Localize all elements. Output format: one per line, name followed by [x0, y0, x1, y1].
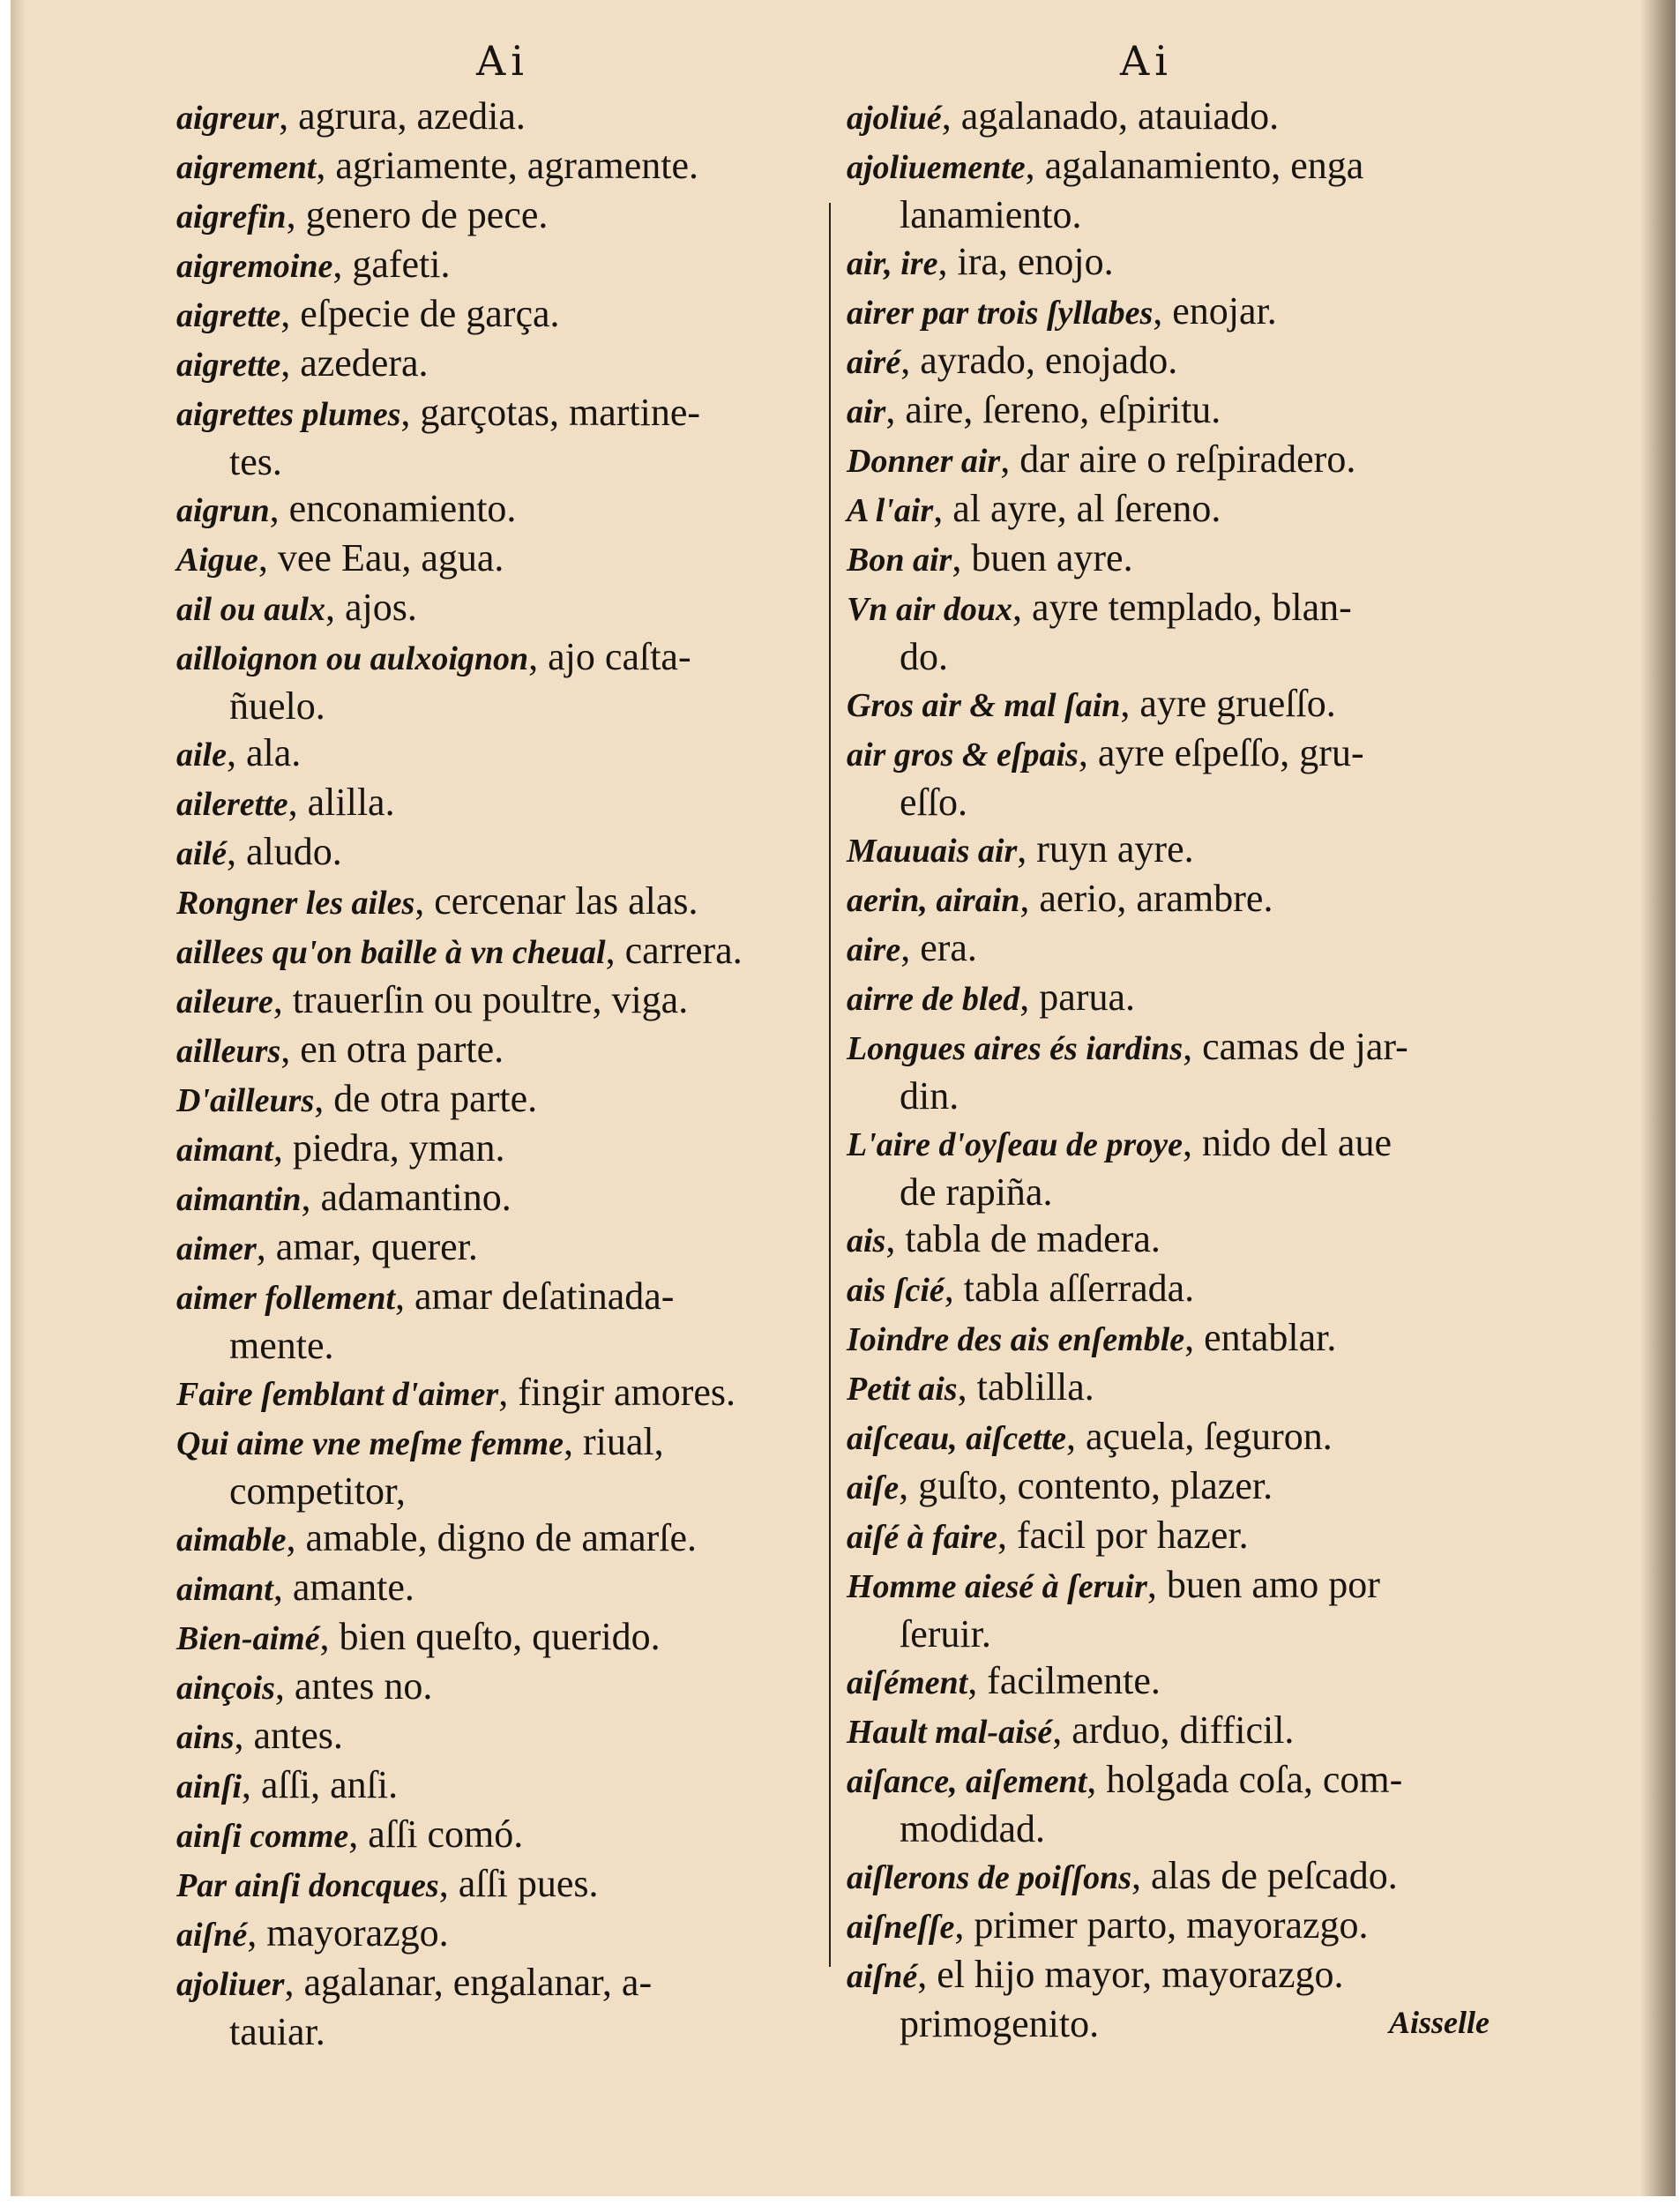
entry-continuation	[847, 1073, 1530, 1119]
spanish-gloss: , amante.	[273, 1566, 414, 1609]
spanish-gloss: , vee Eau, agua.	[258, 536, 504, 579]
french-headword: ail ou aulx	[176, 591, 325, 628]
french-headword: aiſément	[847, 1664, 968, 1701]
dictionary-entry	[176, 1761, 847, 1811]
dictionary-entry	[176, 1514, 847, 1564]
dictionary-entry	[847, 1265, 1530, 1314]
entry-continuation	[847, 191, 1530, 238]
dictionary-entry	[847, 485, 1530, 534]
dictionary-entry	[176, 633, 847, 683]
spanish-gloss: , aludo.	[226, 830, 342, 873]
spanish-gloss: din.	[900, 1074, 959, 1117]
spanish-gloss: do.	[900, 635, 948, 678]
french-headword: aiſe	[847, 1469, 900, 1506]
dictionary-entry	[847, 337, 1530, 386]
spanish-gloss: , enojar.	[1153, 289, 1277, 333]
french-headword: ajoliuer	[176, 1966, 285, 2003]
spanish-gloss: , amar deſatinada-	[395, 1274, 675, 1318]
french-headword: aimant	[176, 1571, 273, 1608]
dictionary-entry	[847, 1756, 1530, 1805]
page-edge-shadow-left	[11, 0, 26, 2196]
french-headword: aimer follement	[176, 1280, 396, 1317]
dictionary-entry	[847, 924, 1530, 974]
french-headword: aiſceau, aiſcette	[847, 1420, 1067, 1457]
dictionary-entry	[847, 288, 1530, 337]
french-headword: Rongner les ailes	[176, 885, 415, 922]
french-headword: Longues aires és iardins	[847, 1030, 1183, 1067]
dictionary-entry	[176, 241, 847, 290]
spanish-gloss: , ayre eſpeſſo, gru-	[1078, 731, 1364, 774]
french-headword: L'aire d'oyſeau de proye	[847, 1126, 1183, 1163]
french-headword: aimable	[176, 1521, 287, 1558]
spanish-gloss: tauiar.	[229, 2010, 325, 2053]
french-headword: aiſné	[847, 1958, 918, 1995]
dictionary-entry	[176, 1712, 847, 1761]
dictionary-entry	[176, 485, 847, 534]
french-headword: ailleurs	[176, 1033, 281, 1070]
spanish-gloss: , alilla.	[287, 781, 395, 824]
spanish-gloss: , mayorazgo.	[247, 1911, 449, 1955]
dictionary-entry	[176, 1369, 847, 1418]
french-headword: airé	[847, 344, 901, 381]
dictionary-entry	[176, 927, 847, 976]
dictionary-entry	[176, 1613, 847, 1663]
spanish-gloss: modidad.	[900, 1807, 1045, 1850]
dictionary-entry	[847, 1902, 1530, 1951]
spanish-gloss: , ajo caſta-	[528, 635, 691, 678]
french-headword: aimant	[176, 1132, 273, 1169]
running-header-right: Ai	[1120, 37, 1173, 85]
french-headword: Aigue	[176, 542, 258, 579]
spanish-gloss: , al ayre, al ſereno.	[933, 487, 1221, 530]
spanish-gloss: , aſſi, anſi.	[241, 1763, 399, 1806]
spanish-gloss: , piedra, yman.	[273, 1126, 505, 1170]
dictionary-entry	[847, 1707, 1530, 1756]
spanish-gloss: , holgada coſa, com-	[1086, 1758, 1403, 1801]
dictionary-entry	[176, 142, 847, 191]
french-headword: Qui aime vne meſme femme	[176, 1425, 564, 1462]
spanish-gloss: , garçotas, martine-	[400, 391, 701, 434]
dictionary-entry	[847, 1215, 1530, 1265]
french-headword: aiſlerons de poiſſons	[847, 1859, 1131, 1896]
dictionary-entry	[847, 93, 1530, 142]
spanish-gloss: competitor,	[229, 1469, 406, 1513]
spanish-gloss: , aſſi pues.	[438, 1862, 599, 1905]
dictionary-entry	[847, 1364, 1530, 1413]
dictionary-entry	[847, 1561, 1530, 1611]
spanish-gloss: , enconamiento.	[269, 487, 517, 530]
dictionary-entry	[847, 1951, 1530, 2000]
spanish-gloss: , aerio, arambre.	[1019, 877, 1273, 920]
spanish-gloss: , era.	[900, 926, 977, 969]
french-headword: Par ainſi doncques	[176, 1867, 439, 1904]
entry-continuation	[176, 1322, 847, 1369]
french-headword: Bien-aimé	[176, 1620, 320, 1657]
dictionary-entry	[176, 1075, 847, 1125]
spanish-gloss: , camas de jar-	[1183, 1025, 1408, 1068]
dictionary-entry	[176, 1811, 847, 1860]
french-headword: aiſné	[176, 1917, 248, 1954]
spanish-gloss: , aire, ſereno, eſpiritu.	[885, 388, 1221, 431]
spanish-gloss: , facilmente.	[967, 1659, 1161, 1702]
dictionary-entry	[176, 828, 847, 878]
dictionary-entry	[847, 680, 1530, 729]
french-headword: Hault mal-aisé	[847, 1714, 1053, 1751]
spanish-gloss: , amable, digno de amarſe.	[286, 1516, 698, 1559]
spanish-gloss: , en otra parte.	[280, 1028, 504, 1071]
dictionary-entry	[176, 1125, 847, 1174]
entry-continuation	[176, 438, 847, 485]
entry-continuation	[847, 1805, 1530, 1852]
dictionary-entry	[176, 1959, 847, 2008]
spanish-gloss: , agriamente, agramente.	[316, 144, 698, 187]
spanish-gloss: , de otra parte.	[314, 1077, 538, 1120]
dictionary-entry	[176, 584, 847, 633]
french-headword: aigrettes plumes	[176, 396, 401, 433]
spanish-gloss: tes.	[229, 440, 282, 483]
french-headword: air	[847, 393, 886, 430]
spanish-gloss: , alas de peſcado.	[1131, 1854, 1398, 1897]
french-headword: aigrette	[176, 347, 281, 384]
spanish-gloss: , tablilla.	[957, 1365, 1094, 1409]
entry-continuation	[847, 1611, 1530, 1657]
french-headword: ajoliué	[847, 100, 942, 137]
dictionary-entry	[176, 1910, 847, 1959]
french-headword: ais ſcié	[847, 1272, 945, 1309]
spanish-gloss: , ayrado, enojado.	[900, 339, 1178, 382]
french-headword: Bon air	[847, 542, 952, 579]
dictionary-entry	[847, 826, 1530, 875]
entry-continuation	[847, 633, 1530, 680]
spanish-gloss: , amar, querer.	[256, 1225, 478, 1268]
spanish-gloss: , guſto, contento, plazer.	[899, 1464, 1273, 1507]
dictionary-entry	[176, 878, 847, 927]
running-header-left: Ai	[476, 37, 529, 85]
entry-continuation	[176, 1468, 847, 1514]
dictionary-entry	[847, 238, 1530, 288]
dictionary-entry	[847, 1512, 1530, 1561]
entry-continuation	[176, 683, 847, 729]
spanish-gloss: , adamantino.	[301, 1176, 511, 1219]
french-headword: aigrement	[176, 149, 317, 186]
dictionary-entry	[176, 1564, 847, 1613]
dictionary-entry	[176, 976, 847, 1026]
spanish-gloss: , ruyn ayre.	[1017, 827, 1194, 871]
spanish-gloss: primogenito.	[900, 2002, 1100, 2045]
french-headword: aimantin	[176, 1181, 302, 1218]
french-headword: aiſneſſe	[847, 1909, 955, 1946]
french-headword: Homme aiesé à ſeruir	[847, 1568, 1147, 1605]
dictionary-entry	[847, 875, 1530, 924]
spanish-gloss: , eſpecie de garça.	[280, 292, 560, 335]
spanish-gloss: , ira, enojo.	[937, 240, 1114, 283]
spanish-gloss: , trauerſin ou poultre, viga.	[273, 978, 689, 1021]
dictionary-entry	[176, 290, 847, 340]
dictionary-entry	[847, 1314, 1530, 1364]
dictionary-entry	[176, 1418, 847, 1468]
spanish-gloss: , arduo, difficil.	[1052, 1708, 1295, 1752]
spanish-gloss: mente.	[229, 1324, 334, 1367]
spanish-gloss: , riual,	[564, 1420, 664, 1463]
spanish-gloss: , antes no.	[274, 1664, 433, 1708]
dictionary-entry	[176, 93, 847, 142]
dictionary-entry	[176, 1273, 847, 1322]
spanish-gloss: , dar aire o reſpiradero.	[1000, 437, 1356, 481]
french-headword: aerin, airain	[847, 882, 1020, 919]
spanish-gloss: eſſo.	[900, 781, 967, 824]
spanish-gloss: , cercenar las alas.	[414, 879, 698, 923]
dictionary-entry	[176, 1663, 847, 1712]
spanish-gloss: , genero de pece.	[286, 193, 549, 236]
dictionary-entry	[847, 436, 1530, 485]
dictionary-entry	[176, 389, 847, 438]
spanish-gloss: , açuela, ſeguron.	[1066, 1415, 1333, 1458]
dictionary-entry	[847, 1657, 1530, 1707]
spanish-gloss: , ayre templado, blan-	[1012, 586, 1352, 629]
spanish-gloss: ñuelo.	[229, 684, 325, 728]
dictionary-entry	[176, 1223, 847, 1273]
french-headword: ailé	[176, 835, 227, 872]
spanish-gloss: , buen ayre.	[952, 536, 1133, 579]
french-headword: A l'air	[847, 492, 934, 529]
french-headword: ajoliuemente	[847, 149, 1026, 186]
dictionary-entry	[847, 1462, 1530, 1512]
spanish-gloss: , nido del aue	[1182, 1121, 1392, 1164]
dictionary-entry	[847, 1119, 1530, 1169]
french-headword: ainſi	[176, 1768, 242, 1805]
french-headword: aimer	[176, 1230, 257, 1267]
spanish-gloss: , bien queſto, querido.	[319, 1615, 661, 1658]
french-headword: ailloignon ou aulxoignon	[176, 640, 529, 677]
spanish-gloss: , agalanar, engalanar, a-	[284, 1961, 653, 2004]
dictionary-entry	[176, 779, 847, 828]
spanish-gloss: , azedera.	[280, 341, 429, 385]
french-headword: D'ailleurs	[176, 1082, 315, 1119]
entry-continuation	[847, 1169, 1530, 1215]
french-headword: aigremoine	[176, 248, 333, 285]
dictionary-entry	[847, 1852, 1530, 1902]
french-headword: aiſance, aiſement	[847, 1763, 1087, 1800]
spanish-gloss: , fingir amores.	[498, 1371, 736, 1414]
dictionary-entry	[176, 1174, 847, 1223]
dictionary-entry	[176, 729, 847, 779]
french-headword: Ioindre des ais enſemble	[847, 1321, 1185, 1358]
french-headword: ais	[847, 1222, 886, 1259]
dictionary-entry	[176, 1860, 847, 1910]
french-headword: Gros air & mal ſain	[847, 687, 1121, 724]
spanish-gloss: , buen amo por	[1146, 1563, 1380, 1606]
dictionary-entry	[847, 534, 1530, 584]
page-gutter-shadow-right	[1640, 0, 1676, 2196]
dictionary-entry	[176, 1026, 847, 1075]
french-headword: air, ire	[847, 245, 938, 282]
left-column	[176, 93, 847, 2055]
french-headword: air gros & eſpais	[847, 736, 1079, 774]
dictionary-entry	[847, 974, 1530, 1023]
spanish-gloss: , agrura, azedia.	[279, 94, 526, 138]
spanish-gloss: , tabla aſſerrada.	[944, 1267, 1195, 1310]
dictionary-entry	[847, 584, 1530, 633]
french-headword: Donner air	[847, 443, 1001, 480]
french-headword: Mauuais air	[847, 833, 1018, 870]
spanish-gloss: de rapiña.	[900, 1170, 1053, 1214]
dictionary-entry	[176, 191, 847, 241]
right-column	[847, 93, 1530, 2047]
spanish-gloss: , parua.	[1019, 975, 1136, 1019]
spanish-gloss: , ala.	[226, 731, 302, 774]
french-headword: Petit ais	[847, 1371, 958, 1408]
french-headword: aire	[847, 931, 901, 968]
french-headword: ainſi comme	[176, 1818, 349, 1855]
french-headword: airer par trois ſyllabes	[847, 295, 1154, 332]
spanish-gloss: lanamiento.	[900, 193, 1082, 236]
spanish-gloss: , primer parto, mayorazgo.	[954, 1903, 1369, 1947]
spanish-gloss: , antes.	[234, 1714, 343, 1757]
dictionary-entry	[847, 142, 1530, 191]
dictionary-entry	[847, 1023, 1530, 1073]
spanish-gloss: , ajos.	[325, 586, 417, 629]
french-headword: aigrette	[176, 297, 281, 334]
french-headword: aiſé à faire	[847, 1519, 997, 1556]
french-headword: Faire ſemblant d'aimer	[176, 1376, 499, 1413]
french-headword: aile	[176, 736, 227, 774]
spanish-gloss: , aſſi comó.	[348, 1813, 524, 1856]
spanish-gloss: , agalanamiento, enga	[1025, 144, 1364, 187]
french-headword: ains	[176, 1719, 235, 1756]
dictionary-entry	[176, 340, 847, 389]
french-headword: aigrun	[176, 492, 270, 529]
french-headword: aileure	[176, 983, 273, 1020]
french-headword: Vn air doux	[847, 591, 1012, 628]
catchword: Aisselle	[1389, 2005, 1490, 2040]
dictionary-entry	[176, 534, 847, 584]
french-headword: ailerette	[176, 786, 288, 823]
french-headword: aillees qu'on baille à vn cheual	[176, 934, 606, 971]
entry-continuation	[176, 2008, 847, 2055]
dictionary-entry	[847, 729, 1530, 779]
dictionary-entry	[847, 386, 1530, 436]
spanish-gloss: ſeruir.	[900, 1612, 991, 1656]
french-headword: aigrefin	[176, 198, 287, 235]
french-headword: aigreur	[176, 100, 280, 137]
entry-continuation	[847, 779, 1530, 826]
spanish-gloss: , entablar.	[1184, 1316, 1337, 1359]
french-headword: airre de bled	[847, 981, 1020, 1018]
spanish-gloss: , agalanado, atauiado.	[941, 94, 1280, 138]
spanish-gloss: , ayre grueſſo.	[1120, 682, 1336, 725]
french-headword: ainçois	[176, 1670, 275, 1707]
spanish-gloss: , el hijo mayor, mayorazgo.	[917, 1953, 1344, 1996]
spanish-gloss: , gafeti.	[332, 243, 451, 286]
spanish-gloss: , tabla de madera.	[885, 1217, 1161, 1260]
dictionary-entry	[847, 1413, 1530, 1462]
spanish-gloss: , facil por hazer.	[997, 1514, 1249, 1557]
spanish-gloss: , carrera.	[605, 929, 743, 972]
